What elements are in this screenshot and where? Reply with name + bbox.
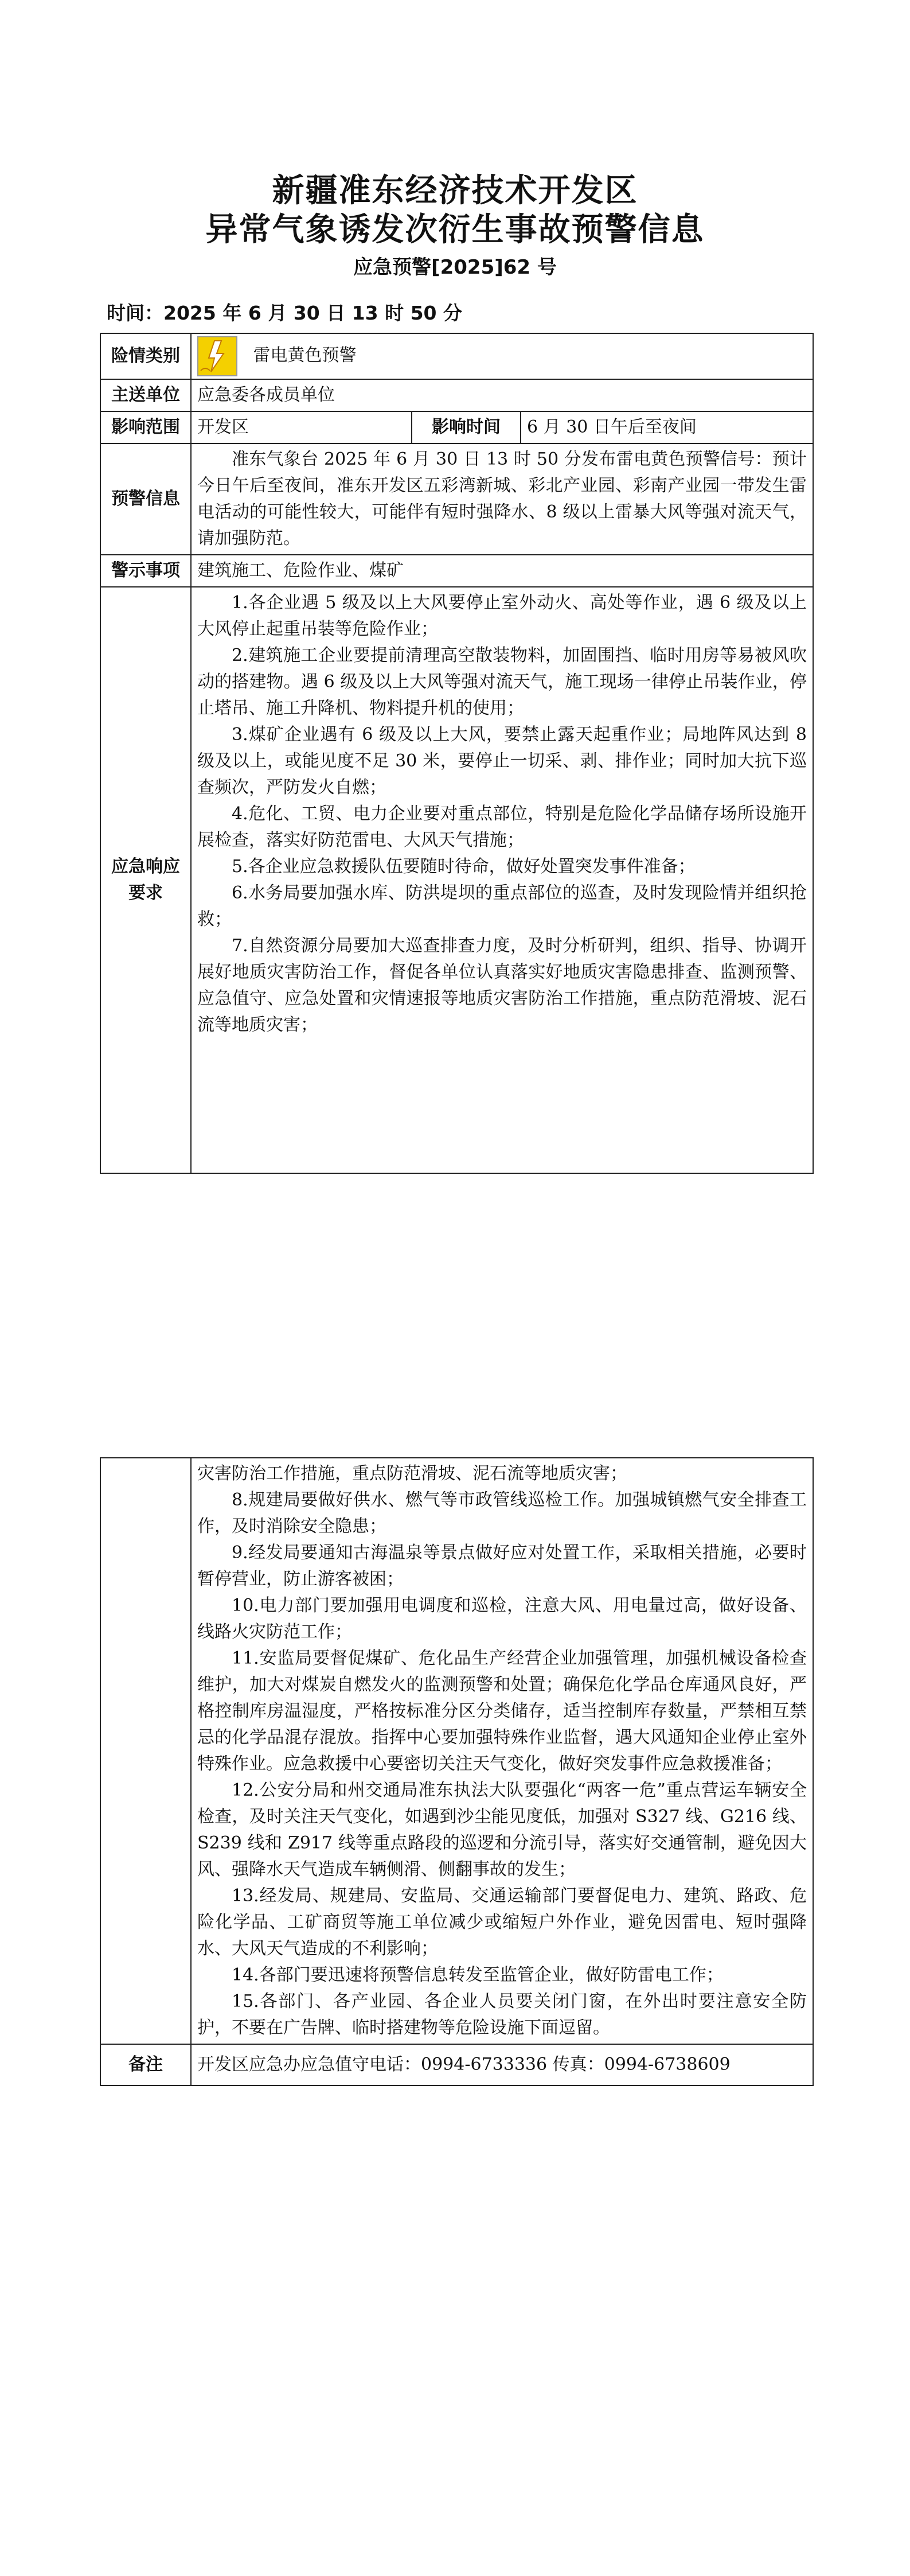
remark-value: 开发区应急办应急值守电话：0994-6733336 传真：0994-6738609 [191, 2044, 813, 2085]
lightning-warning-icon [197, 336, 237, 376]
label-scope: 影响范围 [100, 411, 191, 443]
warning-table-part2 [100, 1457, 814, 2086]
response-item: 2.建筑施工企业要提前清理高空散装物料，加固围挡、临时用房等易被风吹动的搭建物。遇 6 级及以上大风等强对流天气，施工现场一律停止吊装作业，停止塔吊、施工升降机、物料提升机的使用； [197, 645, 807, 718]
label-warning-info: 预警信息 [100, 443, 191, 555]
response-label-blank [100, 1458, 191, 2044]
response-item: 7.自然资源分局要加大巡查排查力度，及时分析研判，组织、指导、协调开展好地质灾害防治工作，督促各单位认真落实好地质灾害隐患排查、监测预警、应急值守、应急处置和灾情速报等地质灾害防治工作措施，重点防范滑坡、泥石流等地质灾害； [197, 936, 807, 1035]
notes-value: 建筑施工、危险作业、煤矿 [191, 555, 813, 587]
response-continued-line: 灾害防治工作措施，重点防范滑坡、泥石流等地质灾害； [197, 1464, 627, 1484]
document-title-line1: 新疆准东经济技术开发区 [272, 172, 638, 209]
response-item: 5.各企业应急救援队伍要随时待命，做好处置突发事件准备； [232, 857, 696, 877]
row-response-continued [100, 1458, 813, 2044]
recipient-value: 应急委各成员单位 [191, 379, 813, 411]
label-notes: 警示事项 [100, 555, 191, 587]
response-item: 15.各部门、各产业园、各企业人员要关闭门窗，在外出时要注意安全防护，不要在广告牌、临时搭建物等危险设施下面逗留。 [197, 1991, 807, 2038]
response-item: 4.危化、工贸、电力企业要对重点部位，特别是危险化学品储存场所设施开展检查，落实好防范雷电、大风天气措施； [197, 804, 807, 850]
row-recipient [100, 379, 813, 411]
response-item: 10.电力部门要加强用电调度和巡检，注意大风、用电量过高，做好设备、线路火灾防范工作； [197, 1596, 807, 1642]
issue-time: 时间：2025 年 6 月 30 日 13 时 50 分 [107, 302, 462, 324]
warning-info-cell [191, 443, 813, 555]
response-item: 8.规建局要做好供水、燃气等市政管线巡检工作。加强城镇燃气安全排查工作，及时消除安全隐患； [197, 1490, 807, 1536]
label-response: 应急响应要求 [100, 587, 191, 1173]
response-list-part1 [197, 590, 807, 1170]
category-value: 雷电黄色预警 [253, 345, 357, 365]
document-number: 应急预警[2025]62 号 [353, 256, 557, 279]
response-list-part2 [197, 1487, 807, 2041]
row-category [100, 333, 813, 379]
response-item: 1.各企业遇 5 级及以上大风要停止室外动火、高处等作业，遇 6 级及以上大风停止起重吊装等危险作业； [197, 593, 807, 639]
label-remark: 备注 [100, 2044, 191, 2085]
warning-table-part1 [100, 333, 814, 1174]
response-item: 11.安监局要督促煤矿、危化品生产经营企业加强管理，加强机械设备检查维护，加大对煤炭自燃发火的监测预警和处置；确保危化学品仓库通风良好，严格控制库房温湿度，严格按标准分区分类储存，适当控制库存数量，严禁相互禁忌的化学品混存混放。指挥中心要加强特殊作业监督，遇大风通知企业停止室外特殊作业。应急救援中心要密切关注天气变化，做好突发事件应急救援准备； [197, 1648, 807, 1774]
row-response [100, 587, 813, 1173]
scope-value: 开发区 [191, 411, 412, 443]
response-item: 6.水务局要加强水库、防洪堤坝的重点部位的巡查，及时发现险情并组织抢救； [197, 883, 807, 929]
category-cell [191, 333, 813, 379]
label-recipient: 主送单位 [100, 379, 191, 411]
response-item: 13.经发局、规建局、安监局、交通运输部门要督促电力、建筑、路政、危险化学品、工矿商贸等施工单位减少或缩短户外作业，避免因雷电、短时强降水、大风天气造成的不利影响； [197, 1886, 807, 1959]
response-item: 9.经发局要通知古海温泉等景点做好应对处置工作，采取相关措施，必要时暂停营业，防止游客被困； [197, 1543, 807, 1589]
row-scope [100, 411, 813, 443]
response-cell-continued [191, 1458, 813, 2044]
label-impact-time: 影响时间 [412, 411, 521, 443]
row-warning-info [100, 443, 813, 555]
response-item: 12.公安分局和州交通局准东执法大队要强化“两客一危”重点营运车辆安全检查，及时关注天气变化，如遇到沙尘能见度低，加强对 S327 线、G216 线、S239 线和 Z917 线等重点路段的巡逻和分流引导，落实好交通管制，避免因大风、强降水天气造成车辆侧滑、侧翻事故的发生； [197, 1780, 807, 1880]
warning-info-value: 准东气象台 2025 年 6 月 30 日 13 时 50 分发布雷电黄色预警信号：预计今日午后至夜间，准东开发区五彩湾新城、彩北产业园、彩南产业园一带发生雷电活动的可能性较大，可能伴有短时强降水、8 级以上雷暴大风等强对流天气，请加强防范。 [197, 449, 807, 548]
response-item: 3.煤矿企业遇有 6 级及以上大风，要禁止露天起重作业；局地阵风达到 8 级及以上，或能见度不足 30 米，要停止一切采、剥、排作业；同时加大抗下巡查频次，严防发火自燃； [197, 725, 807, 797]
label-category: 险情类别 [100, 333, 191, 379]
response-cell [191, 587, 813, 1173]
row-remark [100, 2044, 813, 2085]
impact-time-value: 6 月 30 日午后至夜间 [521, 411, 813, 443]
document-title-line2: 异常气象诱发次衍生事故预警信息 [205, 211, 705, 248]
row-notes [100, 555, 813, 587]
response-item: 14.各部门要迅速将预警信息转发至监管企业，做好防雷电工作； [232, 1965, 724, 1985]
